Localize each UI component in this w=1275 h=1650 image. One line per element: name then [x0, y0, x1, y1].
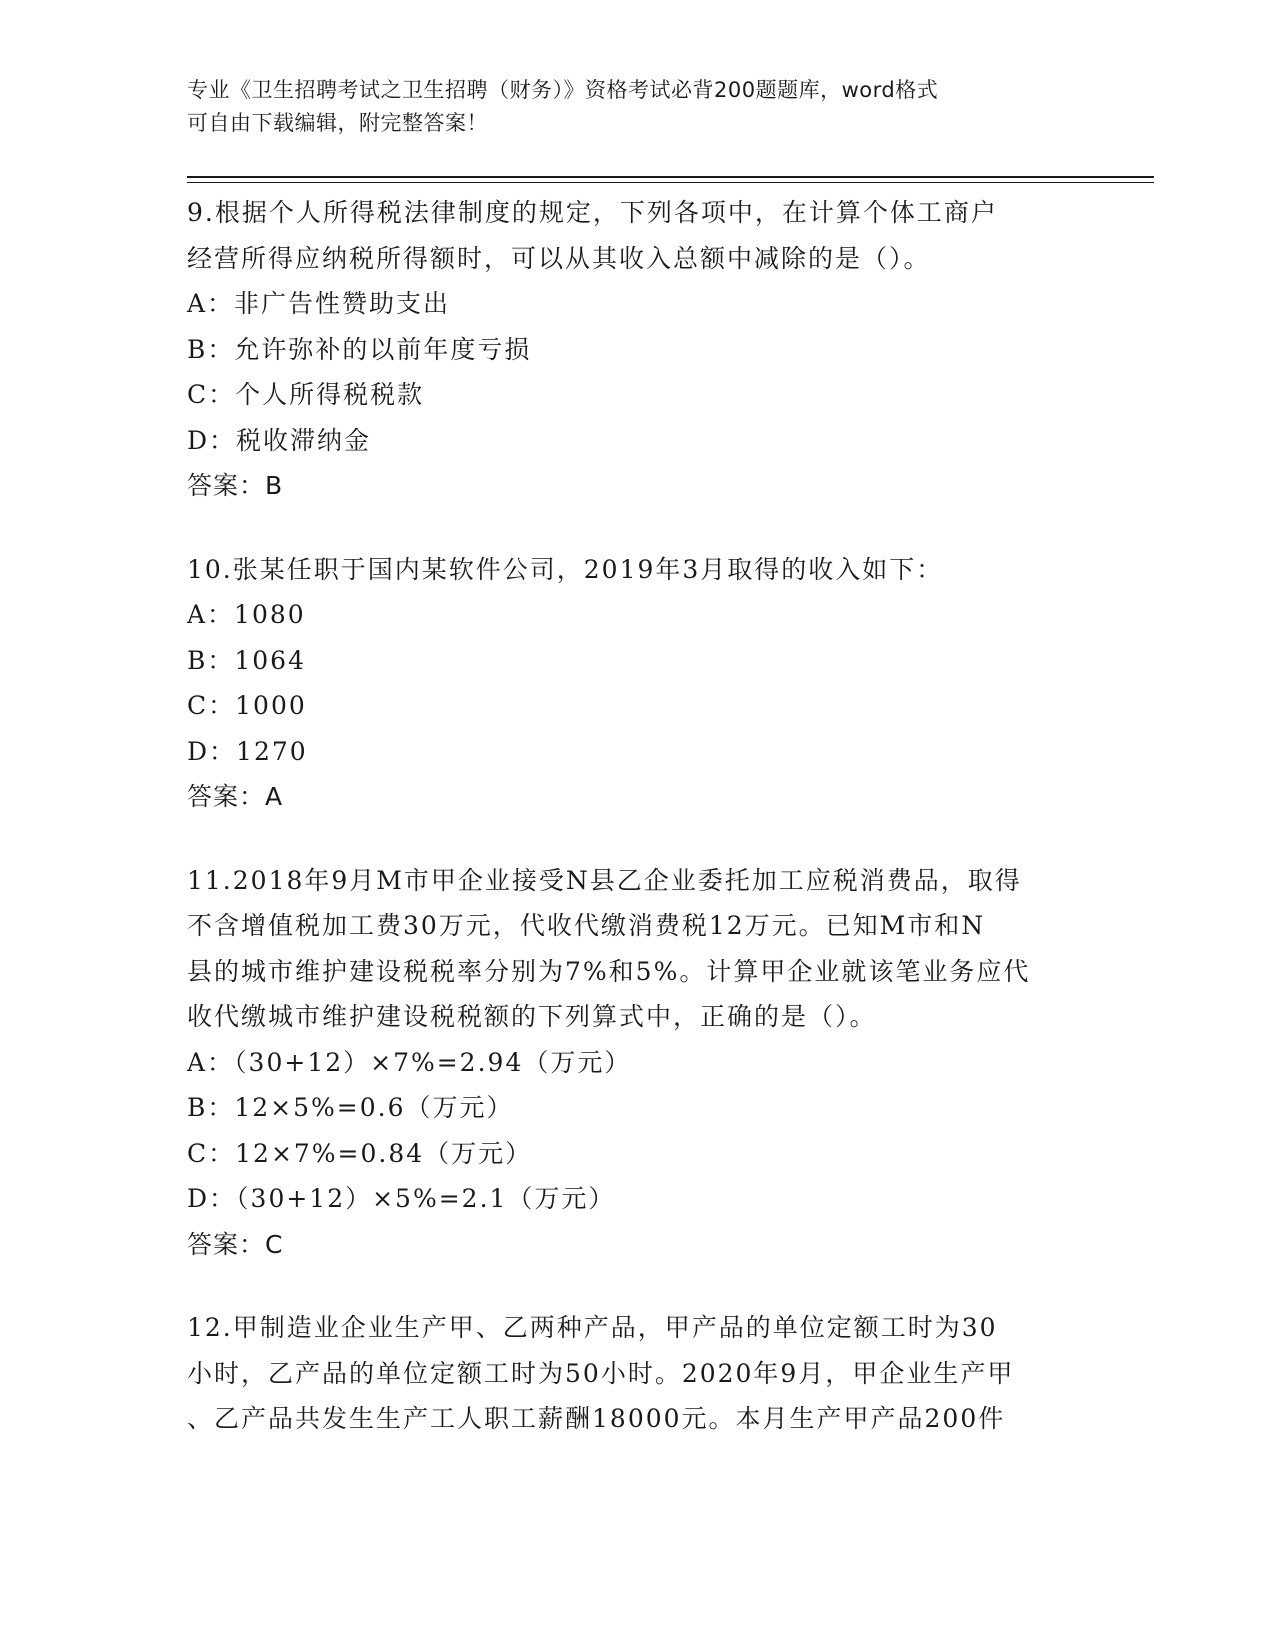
- option-a: A：（30+12）×7%=2.94（万元）: [187, 1047, 632, 1077]
- stem-line: 10.张某任职于国内某软件公司，2019年3月取得的收入如下：: [187, 554, 944, 584]
- stem-line: 收代缴城市维护建设税税额的下列算式中，正确的是（）。: [187, 1002, 877, 1031]
- header-line-2: 可自由下载编辑，附完整答案！: [187, 111, 488, 135]
- header-line-1: 专业《卫生招聘考试之卫生招聘（财务）》资格考试必背200题题库，word格式: [187, 78, 939, 102]
- question-stem: [187, 547, 1087, 593]
- question-stem: [187, 1305, 1087, 1442]
- option-b: B：12×5%=0.6（万元）: [187, 1093, 514, 1122]
- answer-line: 答案：B: [187, 471, 284, 500]
- stem-line: 县的城市维护建设税税率分别为7%和5%。计算甲企业就该笔业务应代: [187, 956, 1031, 986]
- option-c: C：12×7%=0.84（万元）: [187, 1138, 533, 1168]
- stem-line: 不含增值税加工费30万元，代收代缴消费税12万元。已知M市和N: [187, 911, 986, 940]
- option-a: A：非广告性赞助支出: [187, 289, 451, 318]
- option-d: D：税收滞纳金: [187, 425, 372, 455]
- stem-line: 12.甲制造业企业生产甲、乙两种产品，甲产品的单位定额工时为30: [187, 1313, 998, 1342]
- question-11: [187, 858, 1087, 1268]
- option-c: C：个人所得税税款: [187, 380, 425, 409]
- answer-line: 答案：C: [187, 1229, 284, 1259]
- option-c: C：1000: [187, 691, 307, 720]
- stem-line: 经营所得应纳税所得额时，可以从其收入总额中减除的是（）。: [187, 243, 931, 273]
- option-a: A：1080: [187, 600, 306, 629]
- question-9: [187, 190, 1087, 509]
- document-header: [187, 74, 1067, 140]
- stem-line: 、乙产品共发生生产工人职工薪酬18000元。本月生产甲产品200件: [187, 1404, 1006, 1433]
- question-stem: [187, 190, 1087, 281]
- stem-line: 小时，乙产品的单位定额工时为50小时。2020年9月，甲企业生产甲: [187, 1358, 1015, 1388]
- option-b: B：1064: [187, 645, 306, 675]
- question-list: [187, 190, 1087, 1480]
- question-12: [187, 1305, 1087, 1442]
- header-divider-thin: [187, 182, 1154, 183]
- header-divider-thick: [187, 176, 1154, 178]
- question-10: [187, 547, 1087, 820]
- stem-line: 11.2018年9月M市甲企业接受N县乙企业委托加工应税消费品，取得: [187, 865, 1022, 895]
- question-stem: [187, 858, 1087, 1040]
- option-b: B：允许弥补的以前年度亏损: [187, 334, 532, 364]
- stem-line: 9.根据个人所得税法律制度的规定，下列各项中，在计算个体工商户: [187, 198, 998, 227]
- option-d: D：（30+12）×5%=2.1（万元）: [187, 1184, 616, 1213]
- option-d: D：1270: [187, 736, 308, 766]
- answer-line: 答案：A: [187, 782, 284, 811]
